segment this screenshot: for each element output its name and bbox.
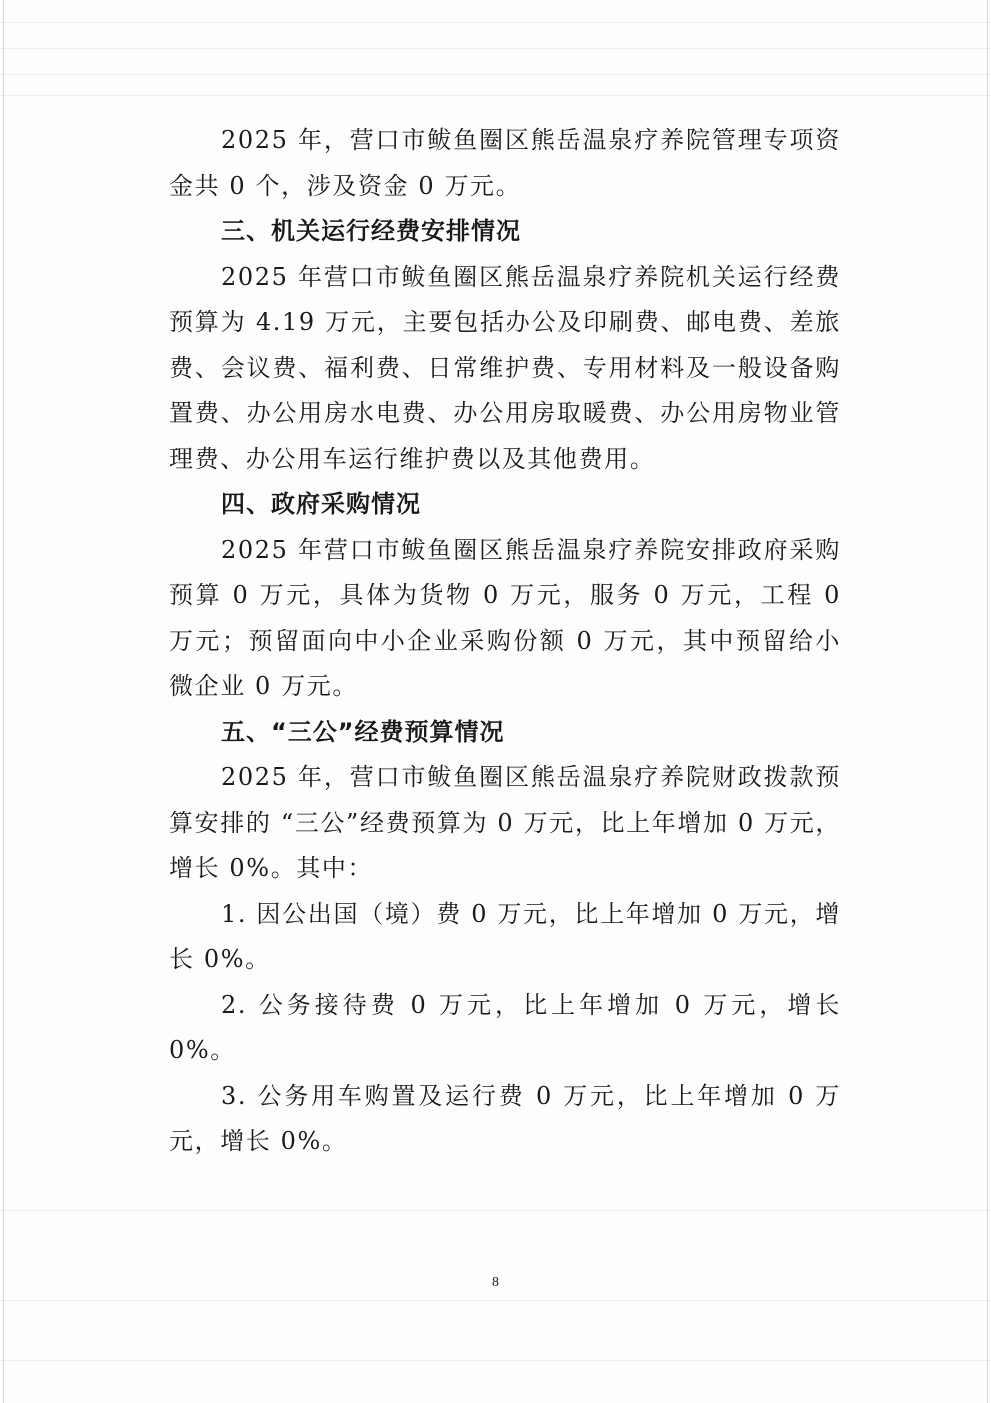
- scan-artifact-line: [0, 1300, 991, 1301]
- paragraph-overseas-travel: 1. 因公出国（境）费 0 万元，比上年增加 0 万元，增长 0%。: [169, 899, 841, 973]
- scan-artifact-line: [0, 1360, 991, 1361]
- scan-artifact-line: [0, 74, 991, 75]
- scan-artifact-line: [0, 1210, 991, 1211]
- paragraph-special-funds: 2025 年，营口市鲅鱼圈区熊岳温泉疗养院管理专项资金共 0 个，涉及资金 0 万元。: [169, 126, 841, 200]
- heading-operating-expenses: 三、机关运行经费安排情况: [221, 217, 521, 245]
- scan-artifact-edge: [987, 0, 988, 1403]
- heading-government-procurement: 四、政府采购情况: [221, 490, 421, 518]
- paragraph-three-public-expenses: 2025 年，营口市鲅鱼圈区熊岳温泉疗养院财政拨款预算安排的 “三公”经费预算为 0 万元，比上年增加 0 万元，增长 0%。其中：: [169, 763, 841, 882]
- scan-artifact-line: [0, 48, 991, 49]
- scan-artifact-line: [0, 22, 991, 23]
- paragraph-official-reception: 2. 公务接待费 0 万元，比上年增加 0 万元，增长 0%。: [169, 990, 841, 1064]
- paragraph-government-procurement: 2025 年营口市鲅鱼圈区熊岳温泉疗养院安排政府采购预算 0 万元，具体为货物 0 万元，服务 0 万元，工程 0 万元；预留面向中小企业采购份额 0 万元，其中预留给小微企业 0 万元。: [169, 535, 841, 700]
- scan-artifact-edge: [3, 0, 4, 1403]
- paragraph-operating-expenses: 2025 年营口市鲅鱼圈区熊岳温泉疗养院机关运行经费预算为 4.19 万元，主要包括办公及印刷费、邮电费、差旅费、会议费、福利费、日常维护费、专用材料及一般设备购置费、办公用房水电费、办公用房取暖费、办公用房物业管理费、办公用车运行维护费以及其他费用。: [169, 262, 841, 473]
- heading-three-public-expenses: 五、“三公”经费预算情况: [221, 717, 505, 746]
- paragraph-official-vehicles: 3. 公务用车购置及运行费 0 万元，比上年增加 0 万元，增长 0%。: [169, 1081, 841, 1155]
- page-number: 8: [492, 1275, 499, 1290]
- scan-artifact-line: [0, 95, 991, 96]
- document-body: [169, 118, 841, 1165]
